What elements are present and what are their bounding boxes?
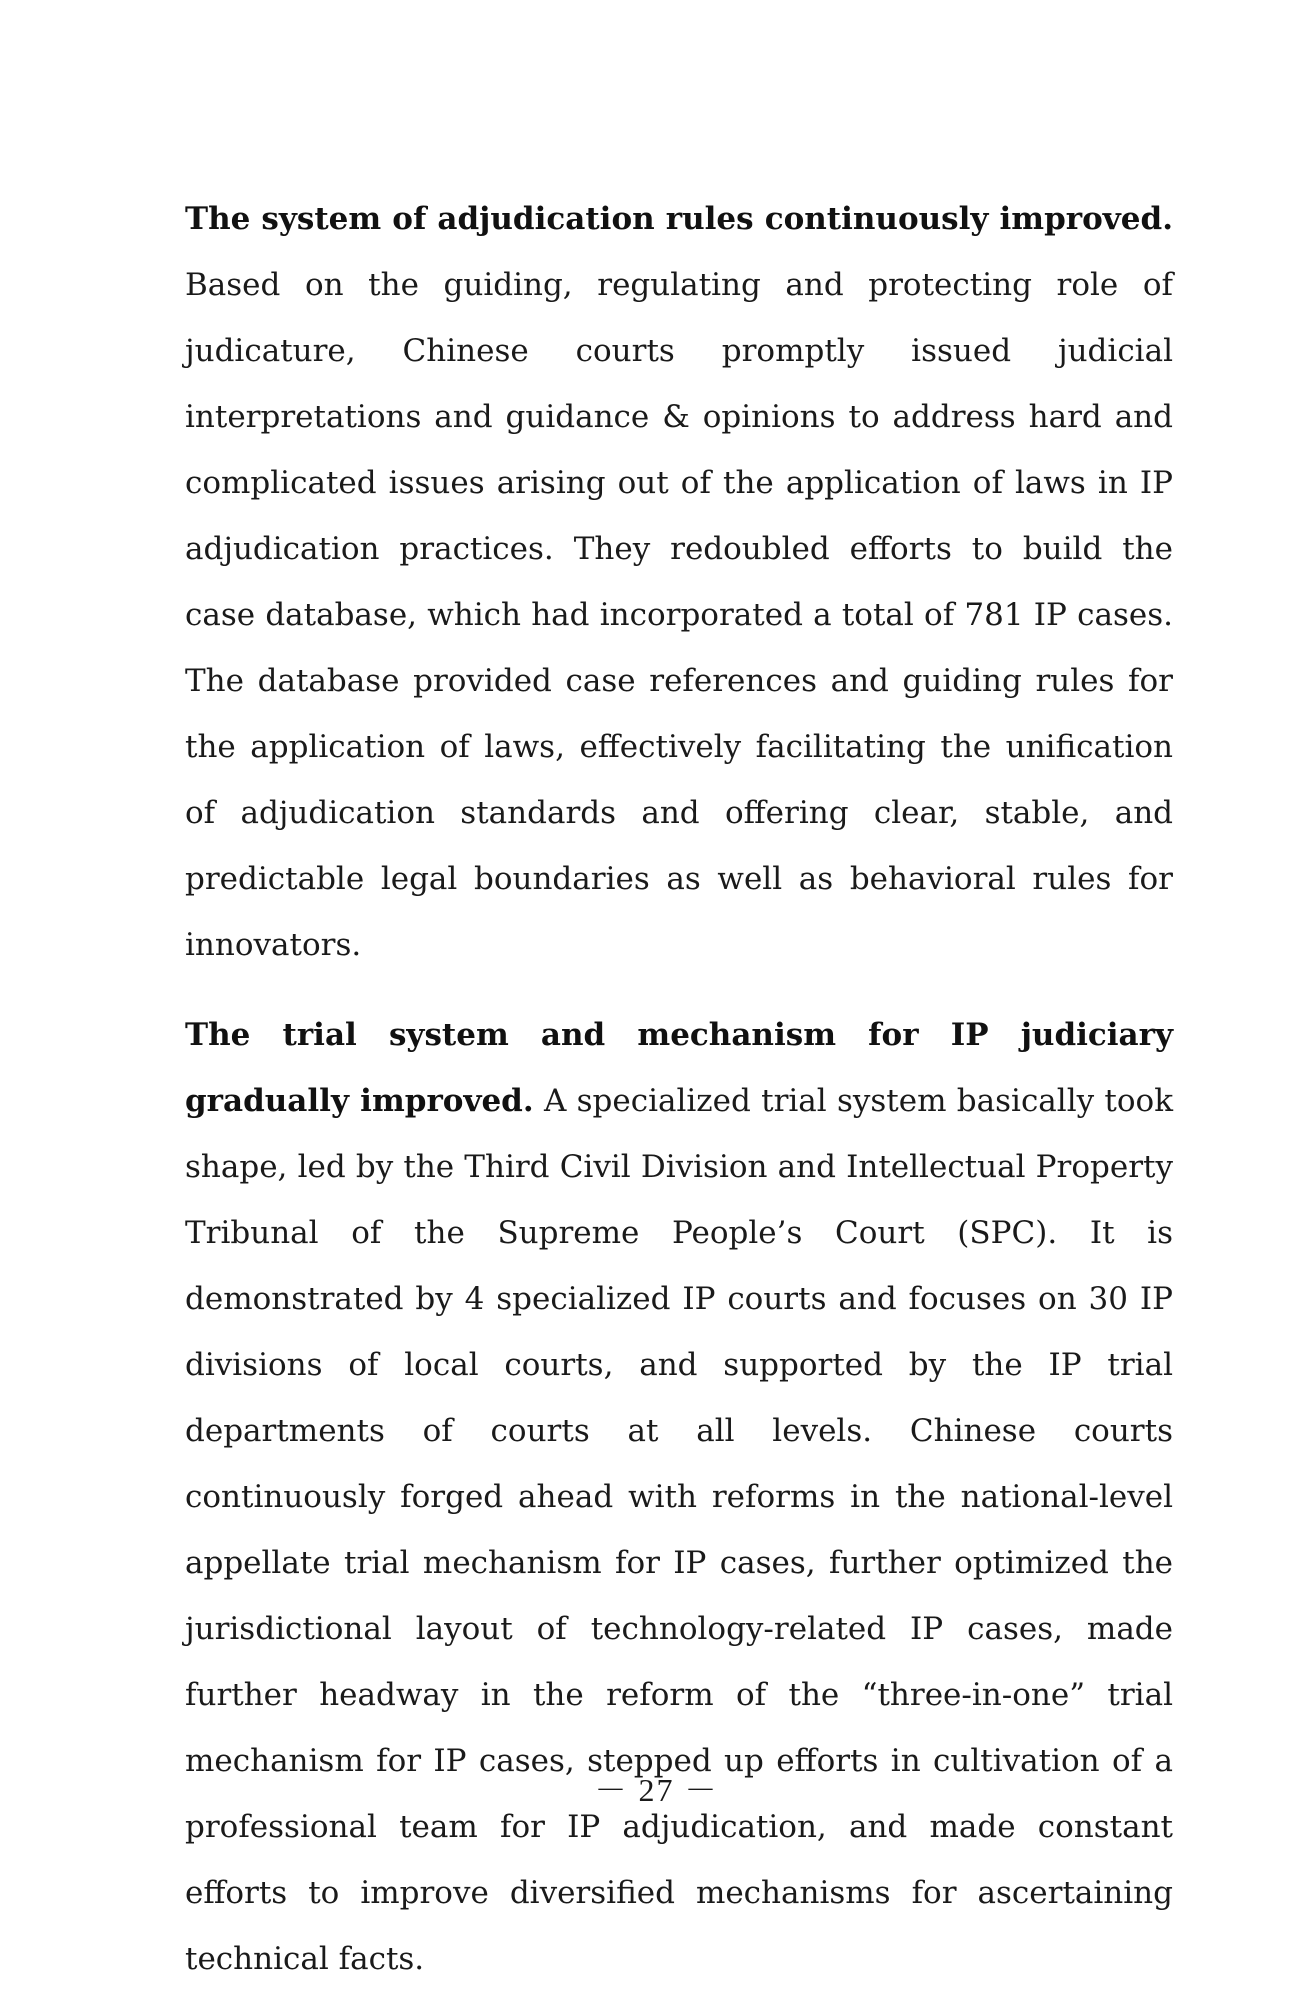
paragraph-lead: The trial system and mechanism for IP judiciary gradually improved. <box>185 1017 1173 1119</box>
paragraph-text: Based on the guiding, regulating and protecting role of judicature, Chinese courts promptly issued judicial interpretations and guidance & opinions to address hard and complicated issues arising out of the application of laws in IP adjudication practices. They redoubled efforts to build the case database, which had incorporated a total of 781 IP cases. The database provided case references and guiding rules for the application of laws, effectively facilitating the unification of adjudication standards and offering clear, stable, and predictable legal boundaries as well as behavioral rules for innovators. <box>185 267 1173 963</box>
paragraph-adjudication-rules <box>185 186 1173 978</box>
paragraph-trial-system <box>185 1002 1173 1992</box>
paragraph-lead: The system of adjudication rules continuously improved. <box>185 201 1173 237</box>
page-number: － 27 － <box>594 1772 719 1808</box>
paragraph-text: A specialized trial system basically took shape, led by the Third Civil Division and Intellectual Property Tribunal of the Supreme People’s Court (SPC). It is demonstrated by 4 specialized IP courts and focuses on 30 IP divisions of local courts, and supported by the IP trial departments of courts at all levels. Chinese courts continuously forged ahead with reforms in the national-level appellate trial mechanism for IP cases, further optimized the jurisdictional layout of technology-related IP cases, made further headway in the reform of the “three-in-one” trial mechanism for IP cases, stepped up efforts in cultivation of a professional team for IP adjudication, and made constant efforts to improve diversified mechanisms for ascertaining technical facts. <box>185 1083 1173 1977</box>
document-body <box>185 186 1173 1992</box>
